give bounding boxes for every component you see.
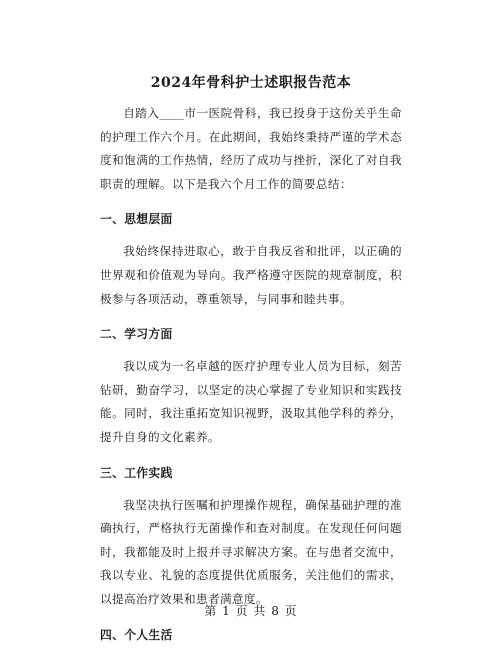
section-heading-thought: 一、思想层面 [100, 212, 173, 227]
page-number-footer: 第 1 页 共 8 页 [204, 604, 298, 618]
document-title: 2024年骨科护士述职报告范本 [150, 75, 352, 91]
section-body-work: 我坚决执行医嘱和护理操作规程，确保基础护理的准确执行，严格执行无菌操作和查对制度。在发现任何问题时，我都能及时上报并寻求解决方案。在与患者交流中，我以专业、礼貌的态度提供优质服务，关注他们的需求，以提高治疗效果和患者满意度。 [100, 497, 402, 606]
section-heading-life: 四、个人生活 [100, 627, 173, 642]
section-heading-study: 二、学习方面 [100, 327, 173, 342]
section-heading-work: 三、工作实践 [100, 465, 173, 480]
section-body-study: 我以成为一名卓越的医疗护理专业人员为目标，刻苦钻研，勤奋学习，以坚定的决心掌握了专业知识和实践技能。同时，我注重拓宽知识视野，汲取其他学科的养分，提升自身的文化素养。 [100, 359, 402, 444]
intro-paragraph: 自踏入____市一医院骨科，我已投身于这份关乎生命的护理工作六个月。在此期间，我始终秉持严谨的学术态度和饱满的工作热情，经历了成功与挫折，深化了对自我职责的理解。以下是我六个月工作的简要总结： [100, 106, 402, 191]
section-body-thought: 我始终保持进取心，敢于自我反省和批评，以正确的世界观和价值观为导向。我严格遵守医院的规章制度，积极参与各项活动，尊重领导，与同事和睦共事。 [100, 244, 402, 306]
document-body [100, 102, 402, 656]
